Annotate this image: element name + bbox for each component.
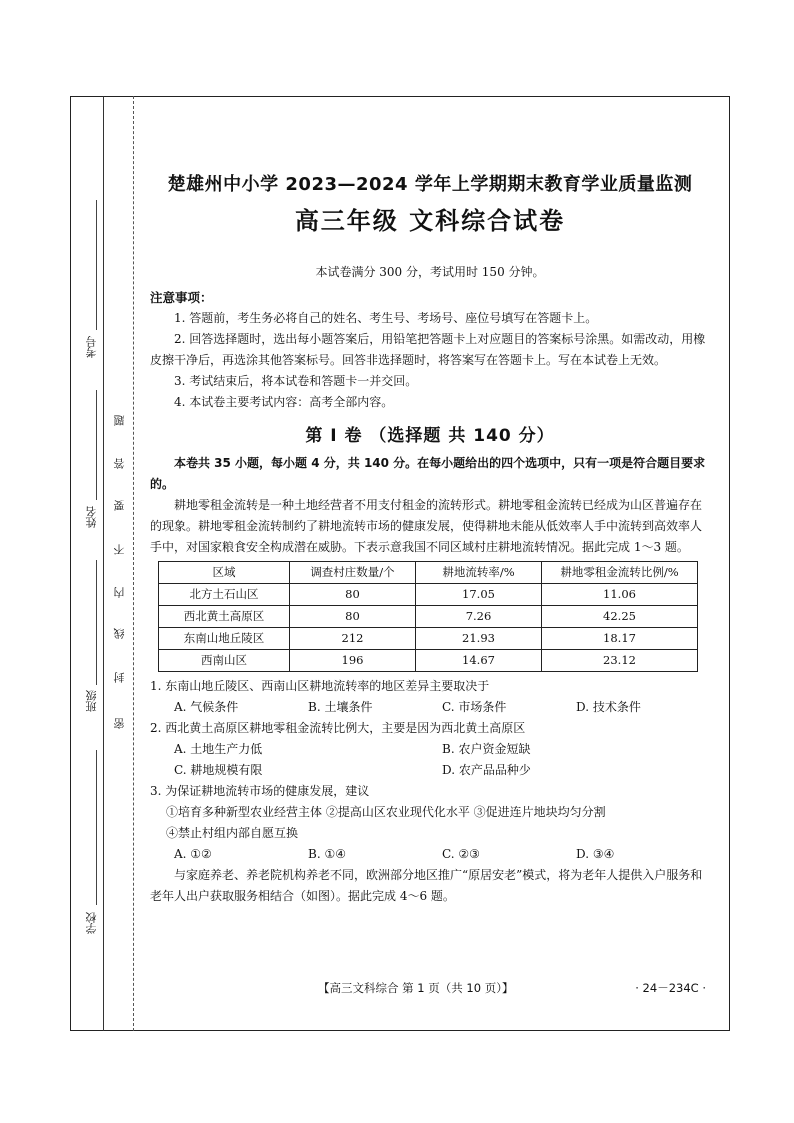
seal-char: 要 [113,500,126,511]
footer-code: · 24－234C · [635,981,706,995]
table-header: 调查村庄数量/个 [290,562,416,584]
seal-char: 内 [113,587,126,598]
question-3-stem: 3. 为保证耕地流转市场的健康发展，建议 [150,784,370,798]
label-xingming: 姓名 [85,506,98,528]
question-3-options [150,844,710,865]
option-b: B. 农户资金短缺 [442,742,531,756]
binding-line [103,96,104,1031]
table-cell: 17.05 [416,584,542,606]
seal-char: 不 [113,544,126,555]
table-cell: 42.25 [542,606,698,628]
table-header: 耕地流转率/% [416,562,542,584]
table-cell: 21.93 [416,628,542,650]
seal-char: 线 [113,628,126,639]
option-b: B. ①④ [308,847,346,861]
option-a: A. 土地生产力低 [174,742,263,756]
option-d: D. ③④ [576,847,615,861]
section-title: 第 Ⅰ 卷 （选择题 共 140 分） [305,426,555,446]
exam-subtitle: 高三年级 文科综合试卷 [294,207,566,235]
option-c: C. 市场条件 [442,700,507,714]
option-b: B. 土壤条件 [308,700,373,714]
table-cell: 北方土石山区 [159,584,290,606]
table-cell: 196 [290,650,416,672]
data-table [158,561,698,672]
passage: 与家庭养老、养老院机构养老不同，欧洲部分地区推广“原居安老”模式，将为老年人提供入户服务和老年人出户获取服务相结合（如图）。据此完成 4～6 题。 [150,868,703,903]
question-3-items: ④禁止村组内部自愿互换 [166,826,299,840]
exam-content [150,170,710,907]
table-row [159,584,698,606]
notice-item: 2. 回答选择题时，选出每小题答案后，用铅笔把答题卡上对应题目的答案标号涂黑。如需改动，用橡皮擦干净后，再选涂其他答案标号。回答非选择题时，将答案写在答题卡上。写在本试卷上无效。 [150,332,706,367]
table-header-row [159,562,698,584]
option-d: D. 技术条件 [576,700,641,714]
notice-item: 3. 考试结束后，将本试卷和答题卡一并交回。 [174,374,418,388]
label-xuexiao: 学校 [85,912,98,934]
label-banji: 班级 [85,690,98,712]
table-cell: 212 [290,628,416,650]
table-cell: 西南山区 [159,650,290,672]
seal-dashed-line [133,96,134,1031]
exam-meta: 本试卷满分 300 分，考试用时 150 分钟。 [315,265,545,279]
table-header: 区域 [159,562,290,584]
section-instruction: 本卷共 35 小题，每小题 4 分，共 140 分。在每小题给出的四个选项中，只有一项是符合题目要求的。 [150,456,706,491]
xingming-line [96,390,97,500]
option-d: D. 农产品品种少 [442,763,531,777]
question-1-options [150,697,710,718]
table-cell: 西北黄土高原区 [159,606,290,628]
question-1-stem: 1. 东南山地丘陵区、西南山区耕地流转率的地区差异主要取决于 [150,679,490,693]
question-2-options [150,760,710,781]
table-cell: 14.67 [416,650,542,672]
footer-page-info: 【高三文科综合 第 1 页（共 10 页）】 [318,981,514,995]
notice-item: 1. 答题前，考生务必将自己的姓名、考生号、考场号、座位号填写在答题卡上。 [174,311,598,325]
table-cell: 80 [290,584,416,606]
question-3-items: ①培育多种新型农业经营主体 ②提高山区农业现代化水平 ③促进连片地块均匀分割 [166,805,606,819]
seal-char: 封 [113,672,126,683]
option-c: C. ②③ [442,847,480,861]
exam-title: 楚雄州中小学 2023—2024 学年上学期期末教育学业质量监测 [167,174,693,195]
notice-item: 4. 本试卷主要考试内容：高考全部内容。 [174,395,394,409]
option-c: C. 耕地规模有限 [174,763,263,777]
table-header: 耕地零租金流转比例/% [542,562,698,584]
xuexiao-line [96,750,97,905]
table-cell: 7.26 [416,606,542,628]
table-cell: 东南山地丘陵区 [159,628,290,650]
kaohao-line [96,200,97,330]
table-cell: 80 [290,606,416,628]
seal-char: 题 [113,415,126,426]
table-row [159,606,698,628]
table-row [159,650,698,672]
notice-heading: 注意事项： [150,290,213,305]
passage: 耕地零租金流转是一种土地经营者不用支付租金的流转形式。耕地零租金流转已经成为山区普遍存在的现象。耕地零租金流转制约了耕地流转市场的健康发展，使得耕地未能从低效率人手中流转到高效率人手中，对国家粮食安全构成潜在威胁。下表示意我国不同区域村庄耕地流转情况。据此完成 1～3 题。 [150,498,703,554]
question-2-options [150,739,710,760]
banji-line [96,560,97,685]
table-cell: 23.12 [542,650,698,672]
seal-char: 答 [113,458,126,469]
label-kaohao: 考号 [85,336,98,358]
option-a: A. ①② [174,847,212,861]
table-row [159,628,698,650]
option-a: A. 气候条件 [174,700,239,714]
table-cell: 11.06 [542,584,698,606]
seal-char: 密 [113,718,126,729]
question-2-stem: 2. 西北黄土高原区耕地零租金流转比例大，主要是因为西北黄土高原区 [150,721,526,735]
table-cell: 18.17 [542,628,698,650]
